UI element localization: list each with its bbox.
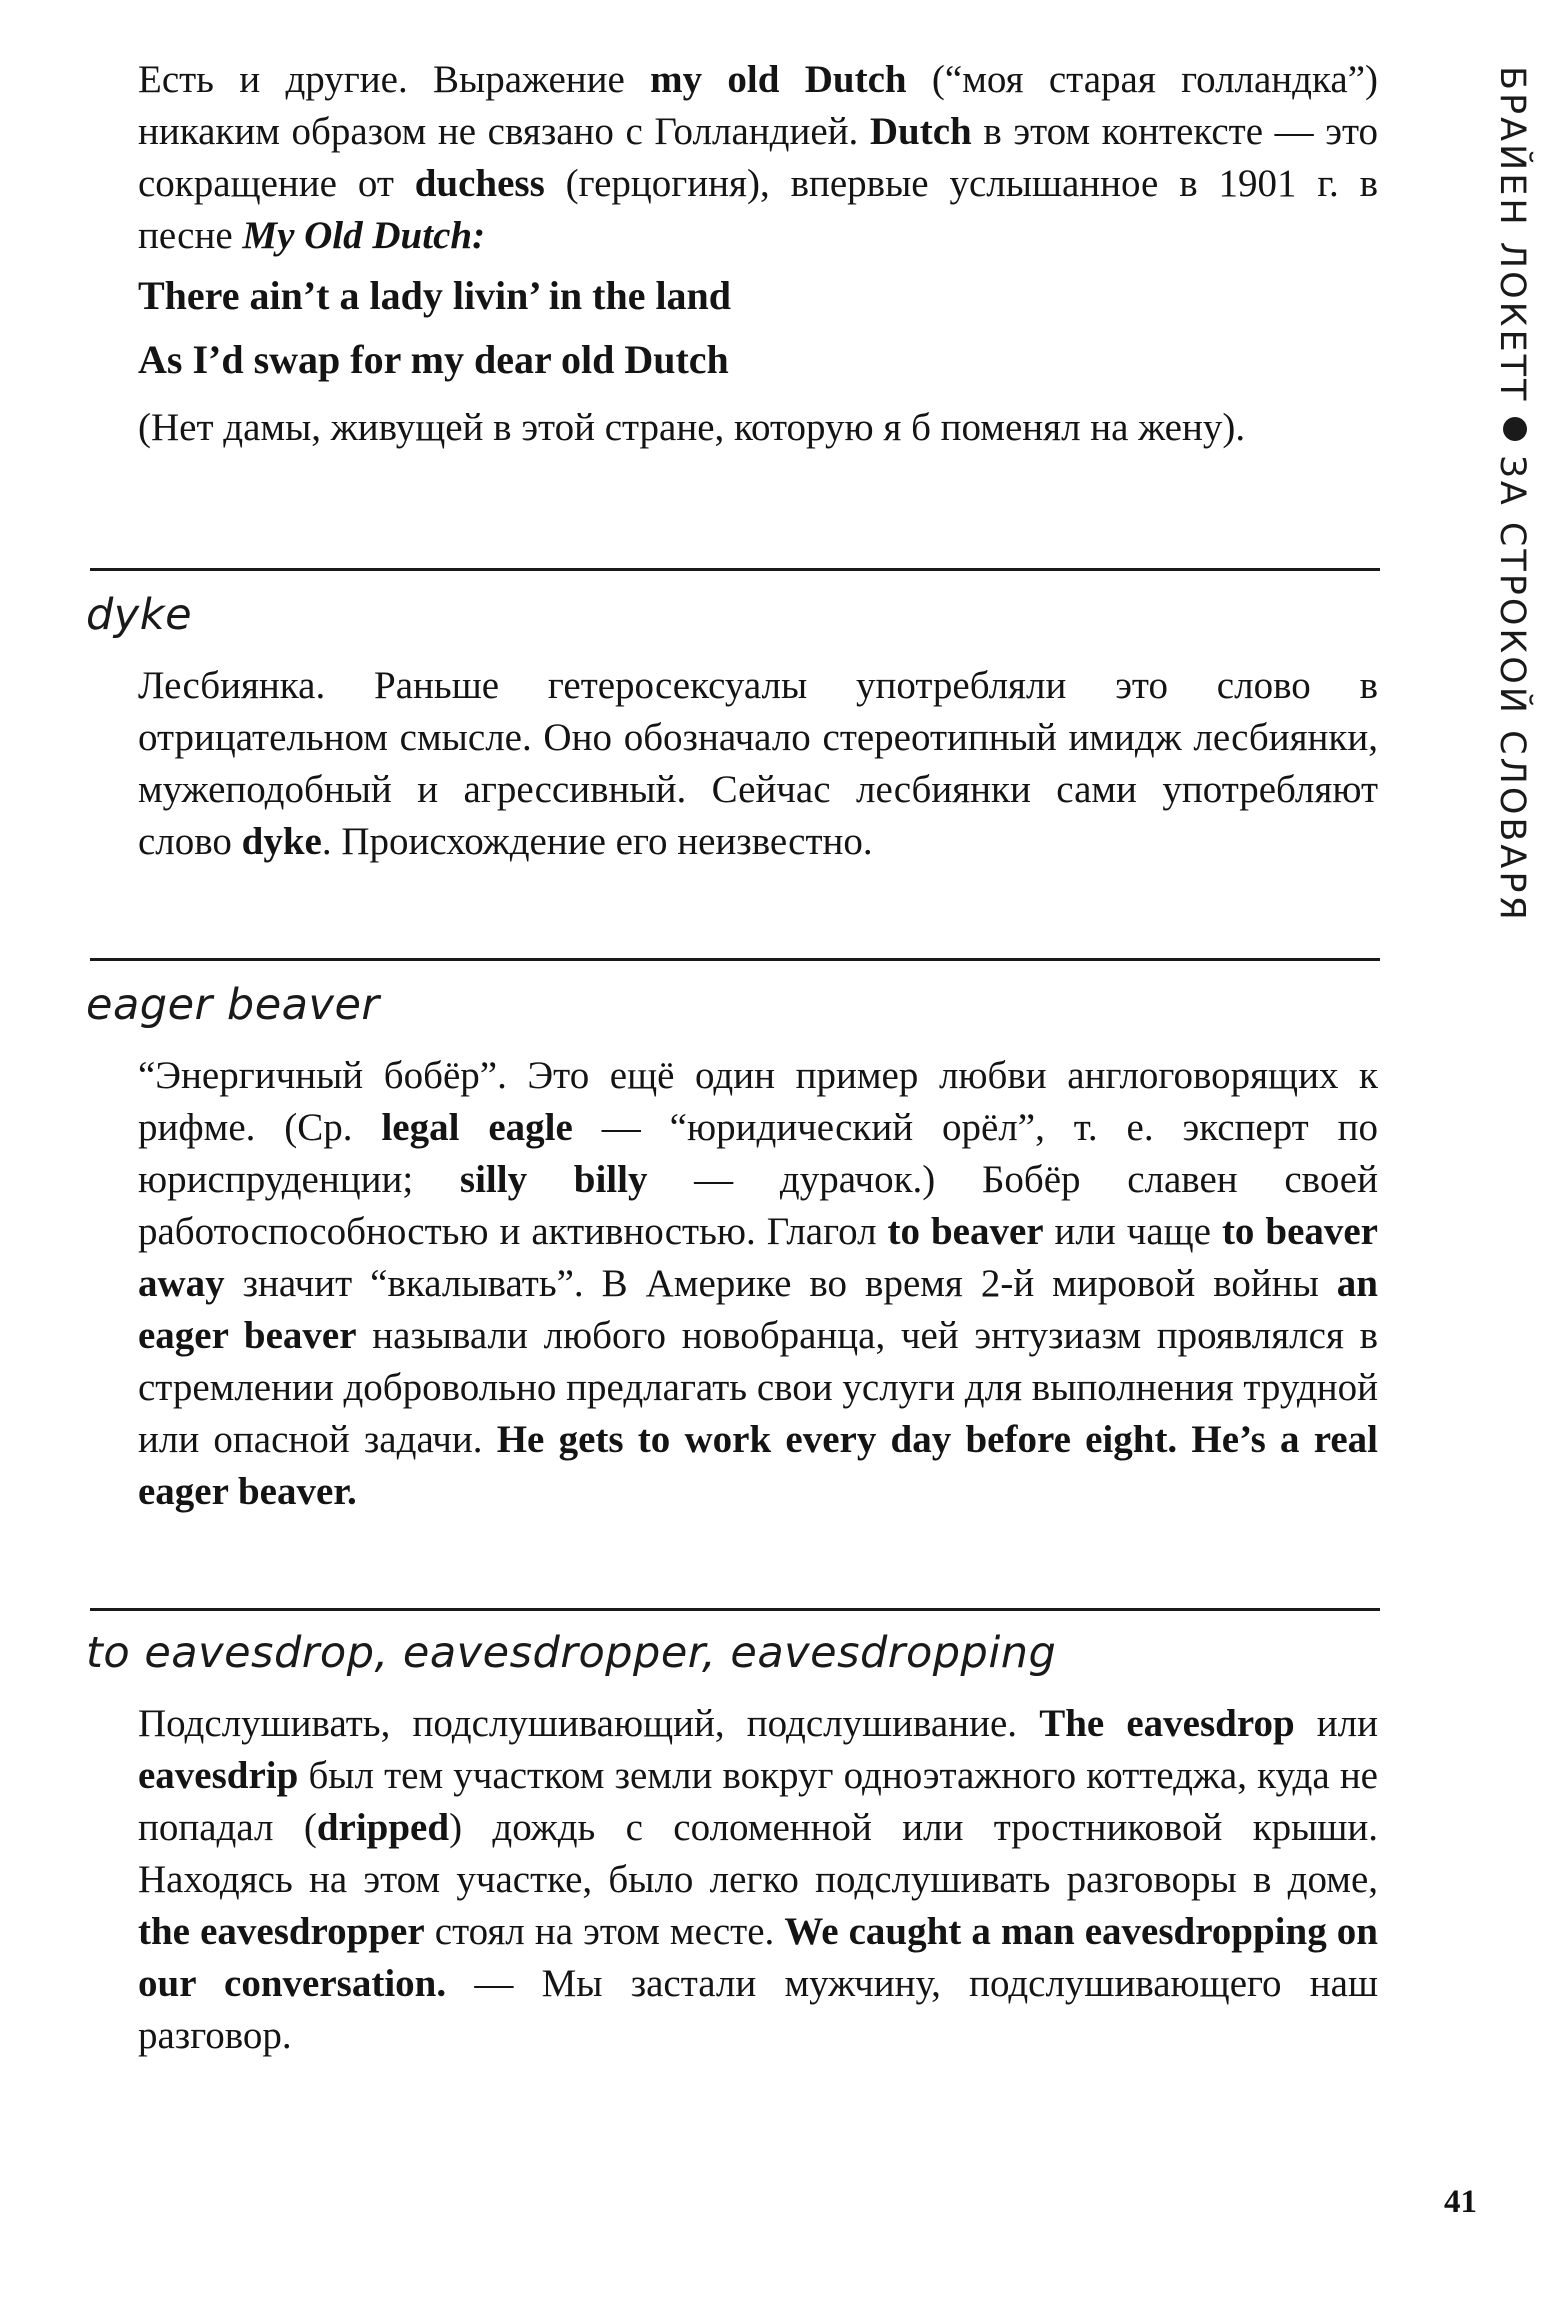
headword-eager-beaver: eager beaver: [86, 980, 380, 1030]
bullet-icon: [1503, 417, 1527, 441]
term-bold: Dutch: [869, 110, 972, 153]
term-bold: to beaver away: [138, 1210, 1378, 1305]
verse-line: There ain’t a lady livin’ in the land: [138, 273, 732, 318]
verse-translation: (Нет дамы, живущей в этой стране, которую я б поменял на жену).: [138, 406, 1246, 449]
example-sentence: We caught a man eavesdropping on our conversation.: [138, 1910, 1378, 2005]
term-bold: silly billy: [459, 1158, 648, 1201]
text-run: — дурачок.) Бобёр славен своей работоспособностью и активностью. Глагол: [138, 1158, 1378, 1253]
term-bold: The eavesdrop: [1039, 1702, 1295, 1745]
text-run: называли любого новобранца, чей энтузиазм проявлялся в стремлении добровольно предлагать свои услуги для выполнения трудной или опасной задачи.: [138, 1314, 1378, 1461]
term-bold: to beaver: [887, 1210, 1044, 1253]
text-run: (герцогиня), впервые услышанное в 1901 г. в песне: [138, 162, 1378, 257]
text-run: — “юридический орёл”, т. е. эксперт по юриспруденции;: [138, 1106, 1379, 1201]
text-run: (“моя старая голландка”) никаким образом не связано с Голландией.: [138, 58, 1378, 153]
text-run: Подслушивать, подслушивающий, подслушивание.: [138, 1702, 1040, 1745]
text-run: стоял на этом месте.: [424, 1910, 785, 1953]
term-bold: legal eagle: [381, 1106, 573, 1149]
entry-divider: [90, 958, 1380, 961]
running-head-author: БРАЙЕН ЛОКЕТТ: [1492, 66, 1532, 404]
term-bold: dyke: [241, 820, 322, 863]
example-sentence: He gets to work every day before eight. He’s a real eager beaver.: [138, 1418, 1379, 1513]
term-bold: eavesdrip: [138, 1754, 299, 1797]
text-run: Лесбиянка. Раньше гетеросексуалы употребляли это слово в отрицательном смысле. Оно обозначало стереотипный имидж лесбиянки, мужеподобный и агрессивный. Сейчас лесбиянки сами употребляют слово: [138, 664, 1378, 863]
text-run: значит “вкалывать”. В Америке во время 2-й мировой войны: [224, 1262, 1337, 1305]
entry-body-eavesdrop: [138, 1698, 1378, 2062]
verse-line: As I’d swap for my dear old Dutch: [138, 337, 729, 382]
text-run: Есть и другие. Выражение: [138, 58, 651, 101]
text-run: “Энергичный бобёр”. Это ещё один пример любви англоговорящих к рифме. (Ср.: [138, 1054, 1378, 1149]
entry-divider: [90, 1608, 1380, 1611]
term-bold: the eavesdropper: [138, 1910, 425, 1953]
entry-body-eager-beaver: [138, 1050, 1378, 1518]
term-bold: dripped: [316, 1806, 450, 1849]
headword-dyke: dyke: [86, 590, 193, 640]
intro-paragraph: [138, 54, 1378, 262]
text-run: ) дождь с соломенной или тростниковой крыши. Находясь на этом участке, было легко подслушивать разговоры в доме,: [138, 1806, 1378, 1901]
term-bold: my old Dutch: [650, 58, 907, 101]
term-bold: an eager beaver: [138, 1262, 1378, 1357]
text-run: — Мы застали мужчину, подслушивающего наш разговор.: [138, 1962, 1378, 2057]
intro-section: [138, 54, 1378, 454]
text-run: был тем участком земли вокруг одноэтажного коттеджа, куда не попадал (: [138, 1754, 1378, 1849]
term-bold: duchess: [414, 162, 545, 205]
entry-body-dyke: [138, 660, 1378, 868]
text-run: . Происхождение его неизвестно.: [321, 820, 873, 863]
text-run: или чаще: [1043, 1210, 1222, 1253]
running-head-title: ЗА СТРОКОЙ СЛОВАРЯ: [1492, 455, 1532, 923]
text-run: или: [1294, 1702, 1379, 1745]
text-run: в этом контексте — это сокращение от: [138, 110, 1378, 205]
page-number: 41: [1444, 2184, 1477, 2220]
entry-divider: [90, 568, 1380, 571]
song-title: My Old Dutch:: [242, 214, 486, 257]
running-head: [1476, 66, 1536, 966]
headword-eavesdrop: to eavesdrop, eavesdropper, eavesdropping: [86, 1628, 1057, 1678]
